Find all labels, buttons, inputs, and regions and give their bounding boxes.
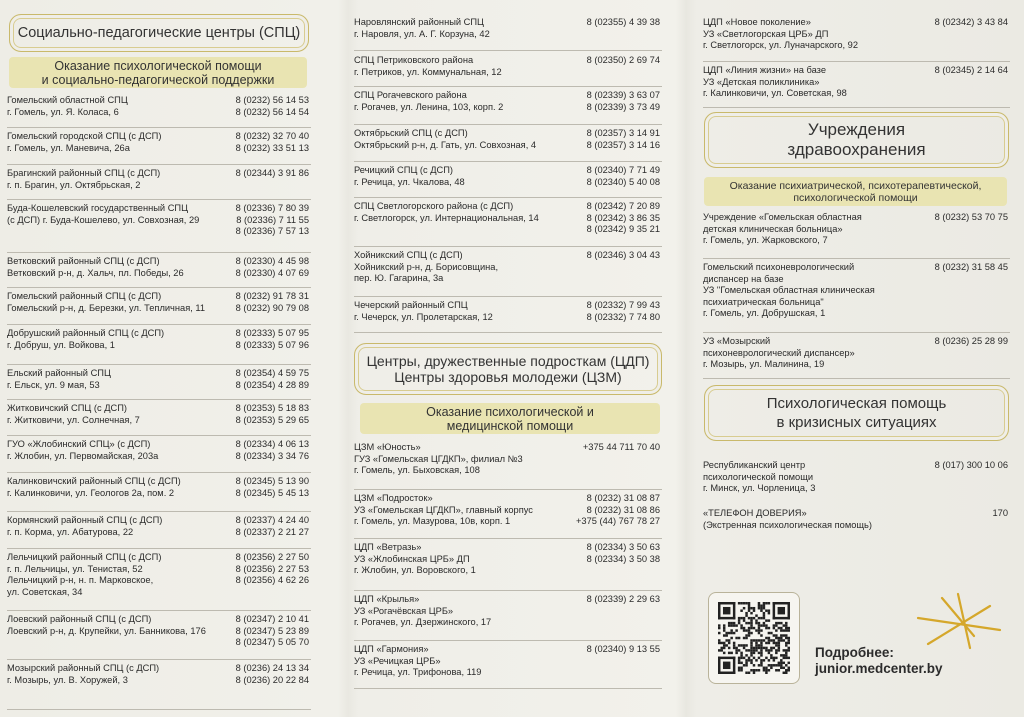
- list-item: [354, 491, 662, 539]
- entry-name-address: [7, 552, 161, 598]
- phone-number[interactable]: 8 (02356) 2 27 53: [235, 563, 309, 574]
- entry-phones: [236, 614, 309, 649]
- entry-line: ЦДП «Линия жизни» на базе: [703, 65, 826, 75]
- entry-name-address: [7, 203, 199, 226]
- entry-line: Лельчицкий районный СПЦ (с ДСП): [7, 552, 162, 562]
- phone-number[interactable]: 8 (02334) 3 50 38: [586, 553, 660, 564]
- band-line: Оказание психиатрической, психотерапевтической,: [729, 179, 982, 192]
- entry-phones: [236, 515, 309, 538]
- entry-line: Октябрьский р-н, д. Гать, ул. Совхозная, 4: [354, 139, 537, 150]
- entry-name-address: [354, 300, 493, 323]
- phone-number[interactable]: 8 (02356) 4 62 26: [235, 575, 309, 586]
- phone-number[interactable]: 8 (02347) 2 10 41: [235, 614, 309, 624]
- list-item: [7, 289, 311, 325]
- entry-line: Лельчицкий р-н, н. п. Марковское,: [7, 575, 154, 586]
- entry-line: (с ДСП) г. Буда-Кошелево, ул. Совхозная, 29: [7, 214, 200, 225]
- entry-name-address: [7, 403, 140, 426]
- entry-line: г. Гомель, ул. Жарковского, 7: [703, 235, 828, 246]
- phone-number[interactable]: 8 (02347) 5 05 70: [235, 637, 309, 648]
- phone-number[interactable]: 8 (02330) 4 07 69: [235, 267, 309, 278]
- entry-phones: [935, 212, 1008, 224]
- phone-number[interactable]: +375 (44) 767 78 27: [576, 516, 660, 527]
- entry-name-address: [354, 128, 536, 151]
- phone-number[interactable]: 8 (02340) 5 40 08: [586, 176, 660, 187]
- entry-name-address: [703, 460, 815, 495]
- entry-line: Гомельский психоневрологический: [703, 262, 855, 272]
- phone-number[interactable]: 8 (02353) 5 18 83: [235, 403, 309, 413]
- phone-number[interactable]: 8 (017) 300 10 06: [934, 460, 1008, 470]
- entry-phones: [587, 17, 660, 29]
- entry-phones: [935, 262, 1008, 274]
- list-item: [7, 550, 311, 611]
- phone-number[interactable]: 8 (02334) 4 06 13: [235, 439, 309, 449]
- entry-name-address: [7, 168, 160, 191]
- entry-line: ЦЗМ «Юность»: [354, 442, 421, 452]
- phone-number[interactable]: 8 (0232) 90 79 08: [235, 302, 309, 313]
- phone-number[interactable]: 8 (02342) 7 20 89: [586, 201, 660, 211]
- list-item: [354, 163, 662, 198]
- entry-line: г. Речица, ул. Чкалова, 48: [354, 176, 465, 187]
- list-item: [7, 474, 311, 512]
- entry-phones: [587, 201, 660, 236]
- entry-line: г. Светлогорск, ул. Луначарского, 92: [703, 40, 859, 51]
- entry-phones: [236, 131, 309, 154]
- phone-number[interactable]: 8 (02337) 4 24 40: [235, 515, 309, 525]
- phone-number[interactable]: 8 (02354) 4 59 75: [235, 368, 309, 378]
- entry-name-address: [354, 493, 533, 528]
- entry-name-address: [354, 165, 465, 188]
- phone-number[interactable]: 8 (02342) 3 86 35: [586, 212, 660, 223]
- phone-number[interactable]: 8 (02340) 7 71 49: [586, 165, 660, 175]
- column-cdp: [348, 0, 664, 717]
- entry-line: Хойникский СПЦ (с ДСП): [354, 250, 463, 260]
- entry-line: Гомельский городской СПЦ (с ДСП): [7, 131, 162, 141]
- entry-phones: [587, 644, 660, 656]
- entry-line: Ветковский районный СПЦ (с ДСП): [7, 256, 160, 266]
- entry-line: УЗ «Речицкая ЦРБ»: [354, 655, 441, 666]
- entry-name-address: [354, 90, 503, 113]
- entry-line: Республиканский центр: [703, 460, 806, 470]
- entry-phones: [236, 439, 309, 462]
- entry-line: Речицкий СПЦ (с ДСП): [354, 165, 454, 175]
- phone-number[interactable]: 8 (02347) 5 23 89: [235, 625, 309, 636]
- entry-name-address: [7, 95, 128, 118]
- entry-line: УЗ "Гомельская областная клиническая: [703, 285, 875, 296]
- list-item: [703, 506, 1010, 536]
- entry-line: УЗ «Рогачёвская ЦРБ»: [354, 605, 454, 616]
- phone-number[interactable]: 8 (02346) 3 04 43: [586, 250, 660, 260]
- list-item: [354, 53, 662, 87]
- phone-number[interactable]: 8 (02342) 3 43 84: [934, 17, 1008, 27]
- title-line: Учреждения: [807, 120, 906, 139]
- entry-line: ул. Советская, 34: [7, 586, 83, 597]
- entry-line: ЦДП «Новое поколение»: [703, 17, 811, 27]
- more-info: [815, 645, 943, 677]
- entry-name-address: [7, 256, 184, 279]
- entry-line: (Экстренная психологическая помощь): [703, 519, 873, 530]
- list-item: [354, 88, 662, 125]
- entry-line: г. п. Брагин, ул. Октябрьская, 2: [7, 179, 141, 190]
- phone-number[interactable]: 8 (0232) 91 78 31: [235, 291, 309, 301]
- phone-number[interactable]: 8 (02345) 2 14 64: [934, 65, 1008, 75]
- entry-phones: [587, 90, 660, 113]
- band-line: и социально-педагогической поддержки: [41, 72, 275, 87]
- entry-line: СПЦ Петриковского района: [354, 55, 474, 65]
- list-item: [354, 642, 662, 689]
- entry-line: УЗ «Мозырский: [703, 336, 771, 346]
- phone-number[interactable]: 8 (02336) 7 57 13: [235, 226, 309, 237]
- entry-line: «ТЕЛЕФОН ДОВЕРИЯ»: [703, 508, 807, 518]
- entry-phones: [236, 256, 309, 279]
- entry-line: ЦЗМ «Подросток»: [354, 493, 433, 503]
- entry-name-address: [354, 55, 502, 78]
- phone-number[interactable]: 8 (02344) 3 91 86: [235, 168, 309, 178]
- phone-number[interactable]: 8 (02354) 4 28 89: [235, 379, 309, 390]
- entry-line: г. Рогачев, ул. Ленина, 103, корп. 2: [354, 101, 504, 112]
- phone-number[interactable]: 8 (02340) 9 13 55: [586, 644, 660, 654]
- entry-phones: [236, 95, 309, 118]
- entry-phones: [236, 203, 309, 238]
- entry-line: Мозырский районный СПЦ (с ДСП): [7, 663, 160, 673]
- entry-name-address: [7, 663, 159, 686]
- list-item: [703, 15, 1010, 62]
- entry-line: детская клиническая больница»: [703, 223, 843, 234]
- entry-phones: [935, 460, 1008, 472]
- entry-phones: [236, 291, 309, 314]
- entry-name-address: [7, 439, 158, 462]
- list-item: [7, 326, 311, 365]
- phone-number[interactable]: 8 (02332) 7 74 80: [586, 311, 660, 322]
- entry-line: г. п. Лельчицы, ул. Тенистая, 52: [7, 563, 143, 574]
- entry-line: диспансер на базе: [703, 273, 784, 284]
- list-item: [703, 210, 1010, 259]
- title-line: здравоохранения: [787, 140, 926, 159]
- entry-phones: [236, 368, 309, 391]
- phone-number[interactable]: 8 (02357) 3 14 91: [586, 128, 660, 138]
- list-item: [7, 201, 311, 253]
- entry-phones: [576, 493, 660, 528]
- phone-number[interactable]: 8 (0232) 31 58 45: [934, 262, 1008, 272]
- entry-line: г. Калинковичи, ул. Геологов 2а, пом. 2: [7, 487, 175, 498]
- entry-name-address: [703, 17, 858, 52]
- band-line: Оказание психологической помощи: [54, 58, 262, 73]
- entry-line: г. Житковичи, ул. Солнечная, 7: [7, 414, 140, 425]
- list-item: [7, 513, 311, 549]
- list-item: [7, 254, 311, 288]
- entry-line: г. Рогачев, ул. Дзержинского, 17: [354, 617, 492, 628]
- phone-number[interactable]: 8 (0232) 31 08 86: [586, 504, 660, 515]
- qr-code-icon: [718, 602, 790, 674]
- phone-number[interactable]: 8 (0232) 33 51 13: [235, 142, 309, 153]
- title-line: Центры, дружественные подросткам (ЦДП): [366, 353, 650, 369]
- entry-line: СПЦ Рогачевского района: [354, 90, 467, 100]
- phone-number[interactable]: 8 (02345) 5 13 90: [235, 476, 309, 486]
- entry-line: психологической помощи: [703, 471, 814, 482]
- list-item: [703, 63, 1010, 108]
- entry-phones: [935, 65, 1008, 77]
- entry-name-address: [354, 201, 539, 224]
- entry-phones: [583, 442, 660, 454]
- entry-line: Лоевский районный СПЦ (с ДСП): [7, 614, 152, 624]
- title-health: [704, 112, 1009, 168]
- entry-phones: [236, 663, 309, 686]
- entry-name-address: [354, 250, 498, 285]
- entry-line: УЗ «Детская поликлиника»: [703, 76, 820, 87]
- list-item: [7, 93, 311, 128]
- entry-line: Брагинский районный СПЦ (с ДСП): [7, 168, 161, 178]
- phone-number[interactable]: 8 (0232) 56 14 54: [235, 106, 309, 117]
- list-item: [7, 437, 311, 473]
- list-item: [7, 661, 311, 710]
- entry-line: г. Гомель, ул. Добрушская, 1: [703, 308, 826, 319]
- entry-line: Октябрьский СПЦ (с ДСП): [354, 128, 468, 138]
- entry-line: Ельский районный СПЦ: [7, 368, 111, 378]
- phone-number[interactable]: 8 (02336) 7 80 39: [235, 203, 309, 213]
- entry-name-address: [7, 476, 181, 499]
- title-cdp: [354, 343, 662, 395]
- entry-line: г. Гомель, ул. Быховская, 108: [354, 465, 480, 476]
- entry-name-address: [7, 515, 162, 538]
- list-item: [354, 126, 662, 162]
- entry-phones: [587, 542, 660, 565]
- entry-line: Гомельский районный СПЦ (с ДСП): [7, 291, 162, 301]
- entry-name-address: [703, 508, 872, 531]
- entry-line: г. Жлобин, ул. Воровского, 1: [354, 565, 476, 576]
- list-item: [354, 440, 662, 490]
- entry-phones: [587, 250, 660, 262]
- entry-name-address: [703, 336, 855, 371]
- entry-line: г. Мозырь, ул. Малинина, 19: [703, 359, 825, 370]
- phone-number[interactable]: 8 (0236) 25 28 99: [934, 336, 1008, 346]
- phone-number[interactable]: 8 (02337) 2 21 27: [235, 526, 309, 537]
- entry-line: г. Наровля, ул. А. Г. Корзуна, 42: [354, 28, 490, 39]
- entry-line: Ветковский р-н, д. Хальч, пл. Победы, 26: [7, 267, 184, 278]
- phone-number[interactable]: 8 (02339) 3 73 49: [586, 101, 660, 112]
- entry-name-address: [7, 368, 111, 391]
- entry-phones: [236, 328, 309, 351]
- entry-line: г. Минск, ул. Чорленица, 3: [703, 483, 816, 494]
- entry-line: ЦДП «Крылья»: [354, 594, 420, 604]
- entry-line: г. Жлобин, ул. Первомайская, 203а: [7, 450, 159, 461]
- phone-number[interactable]: 8 (02345) 5 45 13: [235, 487, 309, 498]
- title-spc: [9, 14, 309, 52]
- list-item: [354, 248, 662, 297]
- entry-line: Лоевский р-н, д. Крупейки, ул. Банникова, 176: [7, 625, 206, 636]
- title-line: в кризисных ситуациях: [776, 414, 937, 431]
- entry-name-address: [7, 328, 164, 351]
- entry-line: Наровлянский районный СПЦ: [354, 17, 484, 27]
- entry-line: Учреждение «Гомельская областная: [703, 212, 862, 222]
- entry-line: Чечерский районный СПЦ: [354, 300, 468, 310]
- phone-number[interactable]: 8 (02353) 5 29 65: [235, 414, 309, 425]
- entry-name-address: [703, 65, 847, 100]
- entry-line: ЦДП «Ветразь»: [354, 542, 422, 552]
- phone-number[interactable]: 8 (02336) 7 11 55: [236, 214, 309, 225]
- phone-number[interactable]: 8 (0236) 24 13 34: [235, 663, 309, 673]
- band-line: психологической помощи: [793, 191, 918, 204]
- phone-number[interactable]: 8 (02330) 4 45 98: [235, 256, 309, 266]
- entry-phones: [236, 403, 309, 426]
- entry-name-address: [354, 644, 481, 679]
- phone-number[interactable]: 8 (0232) 32 70 40: [235, 131, 309, 141]
- entry-line: Гомельский р-н, д. Березки, ул. Тепличная, 11: [7, 302, 206, 313]
- entry-phones: [236, 476, 309, 499]
- entry-line: ГУЗ «Гомельская ЦГДКП», филиал №3: [354, 453, 523, 464]
- entry-phones: [236, 168, 309, 180]
- entry-phones: [587, 165, 660, 188]
- entry-line: УЗ «Светлогорская ЦРБ» ДП: [703, 28, 829, 39]
- list-item: [7, 401, 311, 436]
- phone-number[interactable]: 8 (02334) 3 34 76: [235, 450, 309, 461]
- band-cdp: [360, 403, 660, 434]
- phone-number[interactable]: 8 (02357) 3 14 16: [586, 139, 660, 150]
- title-line: Психологическая помощь: [766, 395, 947, 412]
- entry-line: г. Мозырь, ул. В. Хоружей, 3: [7, 674, 128, 685]
- phone-number[interactable]: 8 (02333) 5 07 95: [235, 328, 309, 338]
- phone-number[interactable]: 8 (0232) 53 70 75: [934, 212, 1008, 222]
- star-burst-icon: [912, 590, 1004, 652]
- list-item: [703, 334, 1010, 379]
- phone-number[interactable]: 8 (0236) 20 22 84: [235, 674, 309, 685]
- title-line: Центры здоровья молодежи (ЦЗМ): [394, 369, 622, 385]
- list-item: [7, 612, 311, 660]
- entry-name-address: [7, 291, 205, 314]
- entry-line: ЦДП «Гармония»: [354, 644, 429, 654]
- entry-phones: [587, 128, 660, 151]
- more-label: Подробнее:: [815, 645, 894, 660]
- phone-number[interactable]: 8 (02332) 7 99 43: [586, 300, 660, 310]
- entry-line: г. Добруш, ул. Войкова, 1: [7, 339, 115, 350]
- entry-name-address: [7, 131, 161, 154]
- entry-line: Добрушский районный СПЦ (с ДСП): [7, 328, 165, 338]
- entry-phones: [587, 300, 660, 323]
- entry-phones: [236, 552, 309, 587]
- entry-line: г. Калинковичи, ул. Советская, 98: [703, 88, 847, 99]
- entry-phones: [587, 55, 660, 67]
- entry-name-address: [354, 542, 476, 577]
- entry-line: г. Гомель, ул. Мазурова, 10в, корп. 1: [354, 516, 511, 527]
- entry-line: г. Светлогорск, ул. Интернациональная, 14: [354, 212, 539, 223]
- entry-line: г. Чечерск, ул. Пролетарская, 12: [354, 311, 493, 322]
- phone-number[interactable]: 8 (02355) 4 39 38: [586, 17, 660, 27]
- entry-line: УЗ «Жлобинская ЦРБ» ДП: [354, 553, 470, 564]
- band-line: медицинской помощи: [446, 418, 574, 433]
- phone-number[interactable]: 8 (02333) 5 07 96: [235, 339, 309, 350]
- phone-number[interactable]: 8 (02342) 9 35 21: [586, 224, 660, 235]
- phone-number[interactable]: 170: [992, 508, 1008, 518]
- entry-name-address: [354, 17, 490, 40]
- more-url[interactable]: junior.medcenter.by: [815, 661, 943, 676]
- list-item: [354, 298, 662, 333]
- title-spc-text: Социально-педагогические центры (СПЦ): [17, 25, 301, 41]
- entry-line: Буда-Кошелевский государственный СПЦ: [7, 203, 188, 213]
- band-spc: [9, 57, 307, 88]
- entry-name-address: [703, 262, 875, 320]
- entry-name-address: [7, 614, 206, 637]
- list-item: [7, 129, 311, 165]
- qr-code[interactable]: [708, 592, 800, 684]
- entry-line: Кормянский районный СПЦ (с ДСП): [7, 515, 163, 525]
- entry-line: г. Гомель, ул. Я. Коласа, 6: [7, 106, 119, 117]
- band-line: Оказание психологической и: [426, 404, 594, 419]
- entry-line: г. Речица, ул. Трифонова, 119: [354, 667, 482, 678]
- entry-line: Житковичский СПЦ (с ДСП): [7, 403, 128, 413]
- entry-line: г. Гомель, ул. Маневича, 26а: [7, 142, 130, 153]
- entry-line: пер. Ю. Гагарина, 3а: [354, 273, 444, 284]
- entry-name-address: [703, 212, 862, 247]
- phone-number[interactable]: 8 (02339) 3 63 07: [586, 90, 660, 100]
- entry-phones: [992, 508, 1008, 520]
- entry-phones: [935, 336, 1008, 348]
- entry-line: г. Петриков, ул. Коммунальная, 12: [354, 66, 502, 77]
- phone-number[interactable]: 8 (02334) 3 50 63: [586, 542, 660, 552]
- band-health: [704, 177, 1007, 206]
- entry-line: психоневрологический диспансер»: [703, 347, 855, 358]
- entry-line: г. Ельск, ул. 9 мая, 53: [7, 379, 100, 390]
- list-item: [7, 366, 311, 400]
- entry-name-address: [354, 594, 491, 629]
- phone-number[interactable]: 8 (02350) 2 69 74: [586, 55, 660, 65]
- entry-name-address: [354, 442, 523, 477]
- entry-line: ГУО «Жлобинский СПЦ» (с ДСП): [7, 439, 151, 449]
- entry-line: СПЦ Светлогорского района (с ДСП): [354, 201, 514, 211]
- entry-phones: [587, 594, 660, 606]
- column-spc: [0, 0, 316, 717]
- entry-phones: [935, 17, 1008, 29]
- entry-line: г. п. Корма, ул. Абатурова, 22: [7, 526, 134, 537]
- phone-number[interactable]: 8 (02356) 2 27 50: [235, 552, 309, 562]
- list-item: [703, 458, 1010, 504]
- phone-number[interactable]: 8 (0232) 56 14 53: [235, 95, 309, 105]
- list-item: [703, 260, 1010, 333]
- phone-number[interactable]: 8 (0232) 31 08 87: [586, 493, 660, 503]
- list-item: [354, 199, 662, 247]
- phone-number[interactable]: 8 (02339) 2 29 63: [586, 594, 660, 604]
- title-crisis: [704, 385, 1009, 441]
- list-item: [354, 592, 662, 641]
- entry-line: психиатрическая больница": [703, 296, 824, 307]
- entry-line: Гомельский областной СПЦ: [7, 95, 128, 105]
- list-item: [7, 166, 311, 200]
- entry-line: УЗ «Гомельская ЦГДКП», главный корпус: [354, 504, 533, 515]
- list-item: [354, 15, 662, 51]
- entry-line: Калинковичский районный СПЦ (с ДСП): [7, 476, 181, 486]
- phone-number[interactable]: +375 44 711 70 40: [582, 442, 660, 452]
- entry-line: Хойникский р-н, д. Борисовщина,: [354, 261, 499, 272]
- list-item: [354, 540, 662, 591]
